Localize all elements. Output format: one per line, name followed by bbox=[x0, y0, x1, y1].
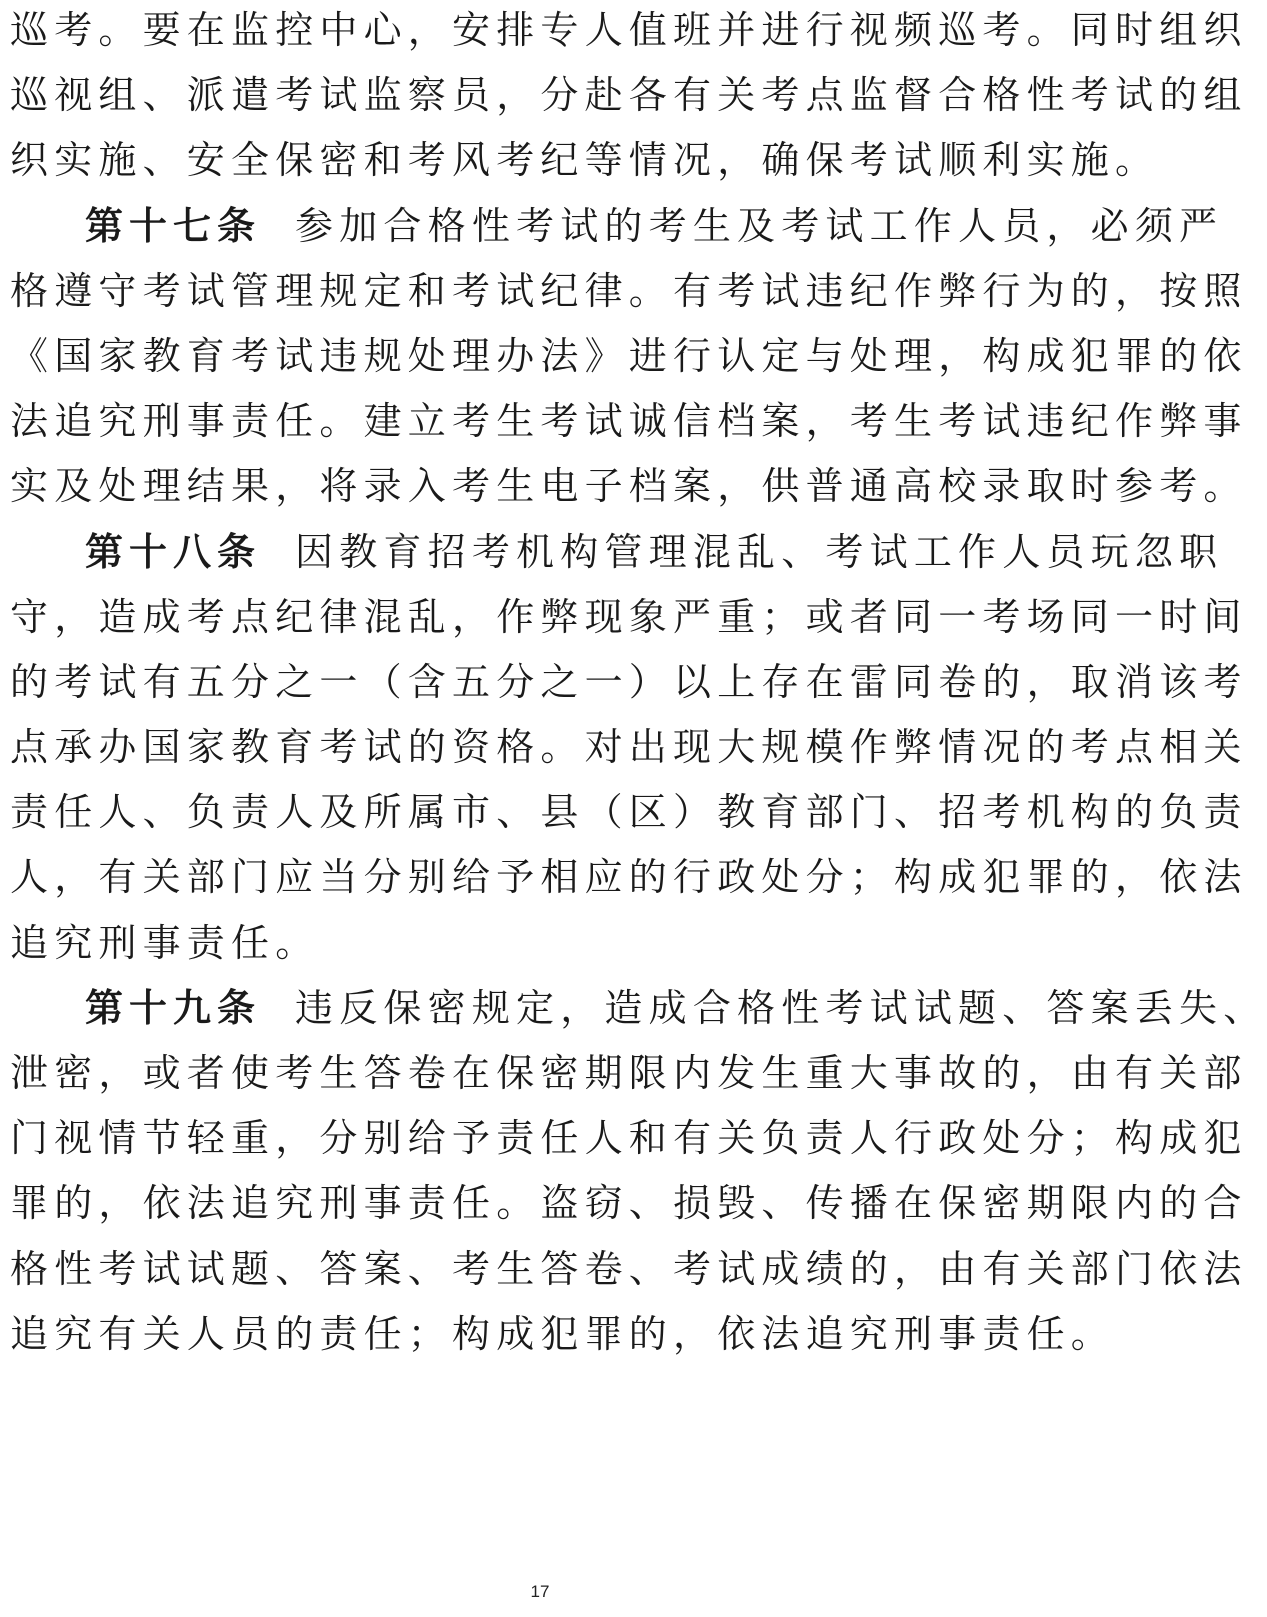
text-line: 《国家教育考试违规处理办法》进行认定与处理，构成犯罪的依 bbox=[10, 333, 1248, 378]
text-line: 格性考试试题、答案、考生答卷、考试成绩的，由有关部门依法 bbox=[10, 1246, 1248, 1291]
text-line: 人，有关部门应当分别给予相应的行政处分；构成犯罪的，依法 bbox=[10, 855, 1248, 900]
article-17-title: 第十七条 bbox=[85, 203, 262, 248]
article-19-first-line bbox=[10, 980, 1267, 1045]
text-line: 织实施、安全保密和考风考纪等情况，确保考试顺利实施。 bbox=[10, 138, 1160, 183]
text-line: 罪的，依法追究刑事责任。盗窃、损毁、传播在保密期限内的合 bbox=[10, 1181, 1248, 1226]
text-line: 点承办国家教育考试的资格。对出现大规模作弊情况的考点相关 bbox=[10, 725, 1248, 770]
text-line: 格遵守考试管理规定和考试纪律。有考试违纪作弊行为的，按照 bbox=[10, 268, 1248, 313]
text-line: 守，造成考点纪律混乱，作弊现象严重；或者同一考场同一时间 bbox=[10, 594, 1248, 639]
article-17-text: 参加合格性考试的考生及考试工作人员，必须严 bbox=[295, 203, 1224, 248]
text-line: 的考试有五分之一（含五分之一）以上存在雷同卷的，取消该考 bbox=[10, 659, 1248, 704]
text-line: 泄密，或者使考生答卷在保密期限内发生重大事故的，由有关部 bbox=[10, 1051, 1248, 1095]
article-18-title: 第十八条 bbox=[85, 529, 262, 574]
article-19-text: 违反保密规定，造成合格性考试试题、答案丢失、 bbox=[295, 985, 1267, 1030]
text-line: 追究刑事责任。 bbox=[10, 920, 320, 965]
text-line: 法追究刑事责任。建立考生考试诚信档案，考生考试违纪作弊事 bbox=[10, 399, 1248, 444]
body-text bbox=[10, 2, 1267, 1371]
text-line: 追究有关人员的责任；构成犯罪的，依法追究刑事责任。 bbox=[10, 1311, 1116, 1356]
text-line: 巡视组、派遣考试监察员，分赴各有关考点监督合格性考试的组 bbox=[10, 73, 1248, 118]
text-line: 门视情节轻重，分别给予责任人和有关负责人行政处分；构成犯 bbox=[10, 1116, 1248, 1161]
text-line: 责任人、负责人及所属市、县（区）教育部门、招考机构的负责 bbox=[10, 790, 1248, 835]
text-line: 巡考。要在监控中心，安排专人值班并进行视频巡考。同时组织 bbox=[10, 8, 1248, 52]
article-17-first-line bbox=[10, 198, 1224, 263]
page-number: 17 bbox=[530, 1582, 550, 1601]
article-19-title: 第十九条 bbox=[85, 985, 262, 1030]
text-line: 实及处理结果，将录入考生电子档案，供普通高校录取时参考。 bbox=[10, 464, 1248, 509]
article-18-first-line bbox=[10, 524, 1224, 589]
article-18-text: 因教育招考机构管理混乱、考试工作人员玩忽职 bbox=[295, 529, 1224, 574]
